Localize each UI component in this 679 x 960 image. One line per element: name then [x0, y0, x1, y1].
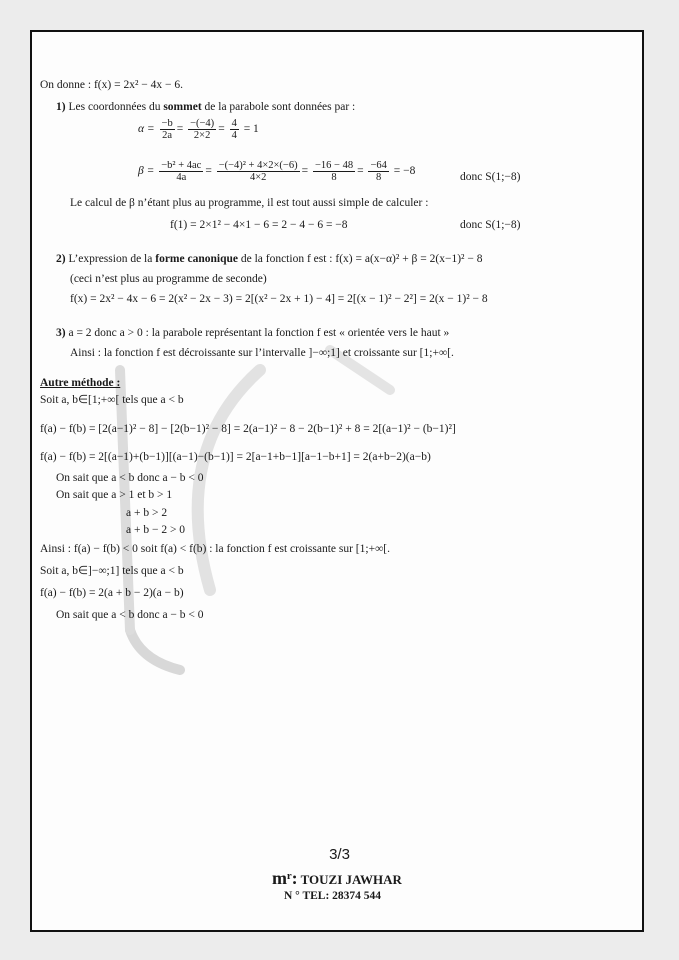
q2-text-bold: forme canonique [155, 253, 238, 265]
equation-2: f(a) − f(b) = 2[(a−1)+(b−1)][(a−1)−(b−1)] = 2[a−1+b−1][a−1−b+1] = 2(a+b−2)(a−b) [40, 451, 431, 463]
author-prefix: mʳ: [272, 868, 298, 888]
q2-expansion: f(x) = 2x² − 4x − 6 = 2(x² − 2x − 3) = 2[(x² − 2x + 1) − 4] = 2[(x − 1)² − 2²] = 2(x − 1)² − 8 [70, 293, 488, 305]
on-sait-1: On sait que a < b donc a − b < 0 [56, 472, 204, 484]
beta-lhs: β = [138, 165, 155, 178]
author-phone: N ° TEL: 28374 544 [284, 890, 382, 902]
on-sait-2: On sait que a > 1 et b > 1 [56, 489, 173, 501]
alpha-fraction-2: $\frac{-(-4)}{2\times 2}$ [190, 118, 215, 142]
q3-label: 3) [56, 327, 66, 339]
question-2-heading [56, 252, 482, 268]
f1-computation: f(1) = 2×1² − 4×1 − 6 = 2 − 4 − 6 = −8 [170, 219, 348, 231]
beta-fraction-1: $\frac{\text{−b² + 4ac}}{4a}$ [161, 160, 202, 184]
q2-note: (ceci n’est plus au programme de seconde) [70, 273, 267, 285]
author-name-text: TOUZI JAWHAR [300, 872, 402, 887]
page-number: 3/3 [329, 846, 350, 863]
question-3-heading [56, 326, 449, 342]
donc-s-1: donc S(1;−8) [460, 171, 521, 183]
soit-line-1: Soit a, b∈[1;+∞[ tels que a < b [40, 394, 184, 406]
q2-text-b: de la fonction f est : f(x) = a(x−α)² + β = 2(x−1)² − 8 [237, 253, 483, 265]
q3-ainsi: Ainsi : la fonction f est décroissante sur l’intervalle ]−∞;1] et croissante sur [1;+∞[. [70, 347, 454, 359]
question-1-heading [56, 100, 355, 116]
beta-fraction-3: $\frac{-16 - 48}{8}$ [314, 160, 354, 184]
alpha-formula: α = $\frac{-b}{2a}$ = $\frac{-(-4)}{2\times 2}$ = $\frac{4}{4}$ = 1 [138, 118, 259, 142]
ainsi-line-2: Ainsi : f(a) − f(b) < 0 soit f(a) < f(b) : la fonction f est croissante sur [1;+∞[. [40, 543, 390, 555]
alpha-fraction-3: $\frac{4}{4}$ [231, 118, 237, 142]
q2-text-a: L’expression de la [68, 253, 156, 265]
calc-beta-note: Le calcul de β n’étant plus au programme, il est tout aussi simple de calculer : [70, 197, 429, 209]
donc-s-2: donc S(1;−8) [460, 219, 521, 231]
intro-line: On donne : f(x) = 2x² − 4x − 6. [40, 79, 183, 91]
inequality-2: a + b − 2 > 0 [126, 524, 186, 536]
alpha-lhs: α = [138, 123, 155, 136]
beta-result: = −8 [393, 165, 416, 178]
alpha-fraction-1: $\frac{-b}{2a}$ [161, 118, 173, 142]
beta-formula: β = $\frac{\text{−b² + 4ac}}{4a}$ = $\frac{\text{−(−4)² + 4×2×(−6)}}{4\times 2}$ = $\frac{-16 - 48}{8}$ = $\frac{-64}{8}$ = −8 [138, 160, 416, 184]
equation-3: f(a) − f(b) = 2(a + b − 2)(a − b) [40, 587, 184, 599]
q1-text-a: Les coordonnées du [68, 101, 164, 113]
q1-label: 1) [56, 101, 66, 113]
inequality-1: a + b > 2 [126, 507, 168, 519]
autre-methode-title: Autre méthode : [40, 377, 121, 389]
beta-fraction-4: $\frac{-64}{8}$ [370, 160, 387, 184]
author-name [272, 868, 402, 889]
beta-fraction-2: $\frac{\text{−(−4)² + 4×2×(−6)}}{4\times 2}$ [218, 160, 298, 184]
alpha-result: = 1 [243, 123, 259, 136]
equation-1: f(a) − f(b) = [2(a−1)² − 8] − [2(b−1)² − 8] = 2(a−1)² − 8 − 2(b−1)² + 8 = 2[(a−1)² − (b−1)²] [40, 423, 456, 435]
q3-text: a = 2 donc a > 0 : la parabole représentant la fonction f est « orientée vers le haut » [68, 327, 450, 339]
q2-label: 2) [56, 253, 66, 265]
soit-line-2: Soit a, b∈]−∞;1] tels que a < b [40, 565, 184, 577]
q1-text-b: de la parabole sont données par : [201, 101, 356, 113]
on-sait-3: On sait que a < b donc a − b < 0 [56, 609, 204, 621]
q1-text-bold: sommet [163, 101, 202, 113]
